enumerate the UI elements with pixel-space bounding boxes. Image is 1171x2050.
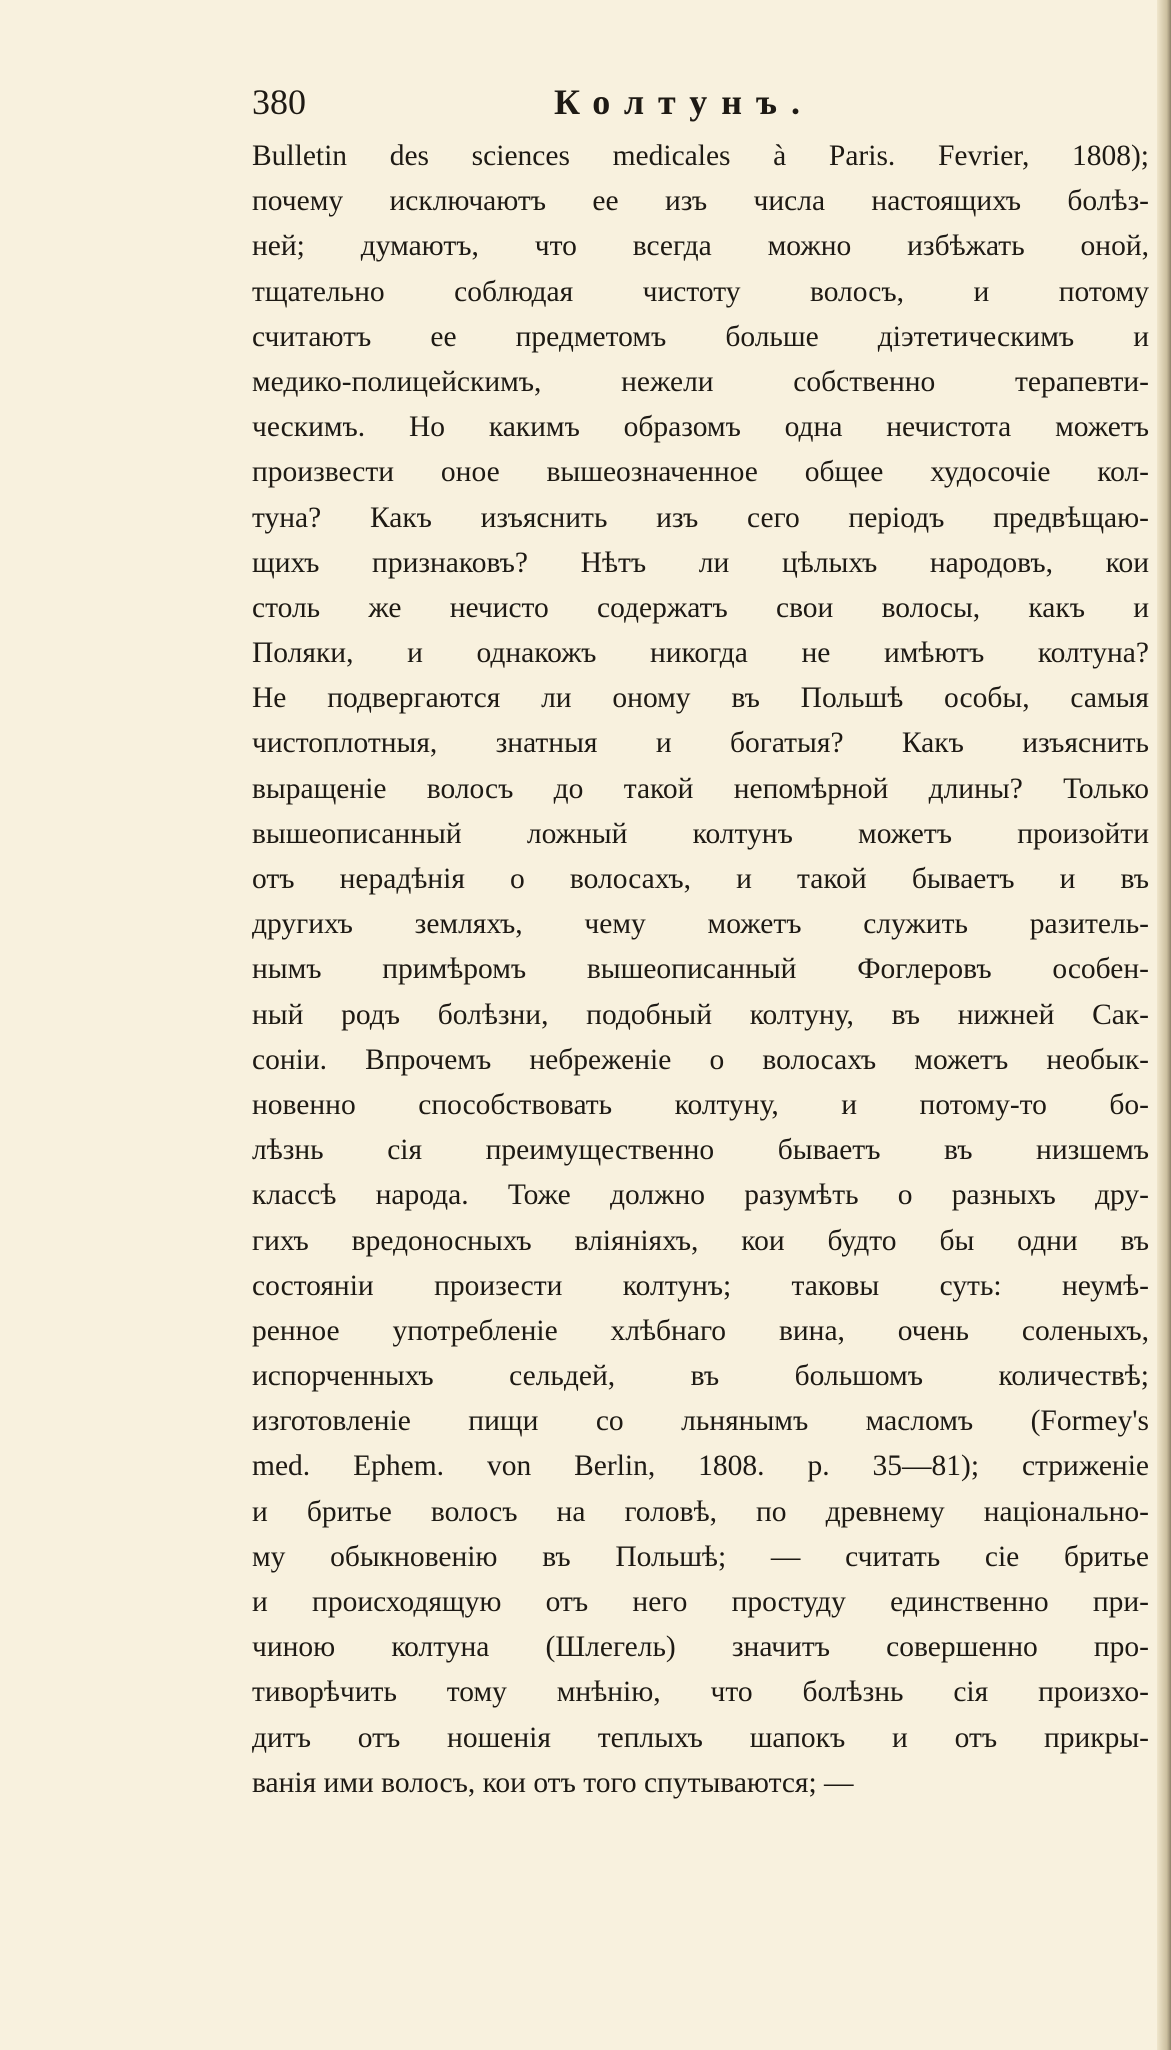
text-line: медико-полицейскимъ, нежели собственно терапевти- bbox=[252, 365, 1149, 398]
text-line: произвести оное вышеозначенное общее худосочіе кол- bbox=[252, 456, 1149, 489]
text-line: ческимъ. Но какимъ образомъ одна нечистота можетъ bbox=[252, 411, 1149, 444]
text-line: отъ нерадѣнія о волосахъ, и такой бываетъ и въ bbox=[252, 863, 1149, 895]
text-line: нымъ примѣромъ вышеописанный Фоглеровъ особен- bbox=[252, 953, 1149, 986]
text-line: med. Ephem. von Berlin, 1808. p. 35—81); стриженіе bbox=[252, 1450, 1149, 1483]
text-line: классѣ народа. Тоже должно разумѣть о разныхъ дру- bbox=[252, 1179, 1149, 1212]
text-line: новенно способствовать колтуну, и потому-то бо- bbox=[252, 1088, 1149, 1121]
text-line: ней; думаютъ, что всегда можно избѣжать оной, bbox=[252, 230, 1149, 263]
text-line: ренное употребленіе хлѣбнаго вина, очень соленыхъ, bbox=[252, 1314, 1149, 1347]
text-line: чиною колтуна (Шлегель) значитъ совершенно про- bbox=[252, 1631, 1149, 1664]
text-line: почему исключаютъ ее изъ числа настоящихъ болѣз- bbox=[252, 185, 1149, 218]
body-text bbox=[252, 134, 1149, 1806]
text-line: считаютъ ее предметомъ больше діэтетическимъ и bbox=[252, 320, 1149, 353]
text-line: столь же нечисто содержатъ свои волосы, какъ и bbox=[252, 591, 1149, 624]
text-line: состояніи произести колтунъ; таковы суть: неумѣ- bbox=[252, 1269, 1149, 1302]
text-line: Поляки, и однакожъ никогда не имѣютъ колтуна? bbox=[252, 637, 1149, 670]
text-line: ванія ими волосъ, кои отъ того спутываются; — bbox=[252, 1766, 854, 1799]
text-line: чистоплотныя, знатныя и богатыя? Какъ изъяснить bbox=[252, 727, 1149, 760]
text-line: изготовленіе пищи со льнянымъ масломъ (Formey's bbox=[252, 1405, 1149, 1438]
text-line: и бритье волосъ на головѣ, по древнему національно- bbox=[252, 1495, 1149, 1528]
text-line: дитъ отъ ношенія теплыхъ шапокъ и отъ прикры- bbox=[252, 1721, 1149, 1754]
text-line: Не подвергаются ли оному въ Польшѣ особы, самыя bbox=[252, 682, 1149, 715]
text-line: тщательно соблюдая чистоту волосъ, и потому bbox=[252, 275, 1149, 308]
text-line: лѣзнь сія преимущественно бываетъ въ низшемъ bbox=[252, 1134, 1149, 1167]
text-line: ный родъ болѣзни, подобный колтуну, въ нижней Сак- bbox=[252, 998, 1149, 1031]
page-edge-shadow bbox=[1157, 0, 1171, 2050]
text-line: и происходящую отъ него простуду единственно при- bbox=[252, 1586, 1149, 1618]
text-line: гихъ вредоносныхъ вліяніяхъ, кои будто бы одни въ bbox=[252, 1224, 1149, 1257]
page-header bbox=[252, 72, 997, 132]
text-line: тиворѣчить тому мнѣнію, что болѣзнь сія произхо- bbox=[252, 1676, 1149, 1709]
text-line: другихъ земляхъ, чему можетъ служить разитель- bbox=[252, 908, 1149, 941]
text-line: Bulletin des sciences medicales à Paris. Fevrier, 1808); bbox=[252, 140, 1149, 172]
page-number: 380 bbox=[252, 82, 306, 122]
text-line: туна? Какъ изъяснить изъ сего періодъ предвѣщаю- bbox=[252, 501, 1149, 534]
text-line: испорченныхъ сельдей, въ большомъ количествѣ; bbox=[252, 1360, 1149, 1393]
text-line: соніи. Впрочемъ небреженіе о волосахъ можетъ необык- bbox=[252, 1043, 1149, 1076]
text-line: вышеописанный ложный колтунъ можетъ произойти bbox=[252, 817, 1149, 850]
text-line: выращеніе волосъ до такой непомѣрной длины? Только bbox=[252, 772, 1149, 805]
text-line: му обыкновенію въ Польшѣ; — считать сіе бритье bbox=[252, 1540, 1149, 1573]
running-title: Колтунъ. bbox=[554, 82, 814, 122]
text-line: щихъ признаковъ? Нѣтъ ли цѣлыхъ народовъ, кои bbox=[252, 546, 1149, 579]
